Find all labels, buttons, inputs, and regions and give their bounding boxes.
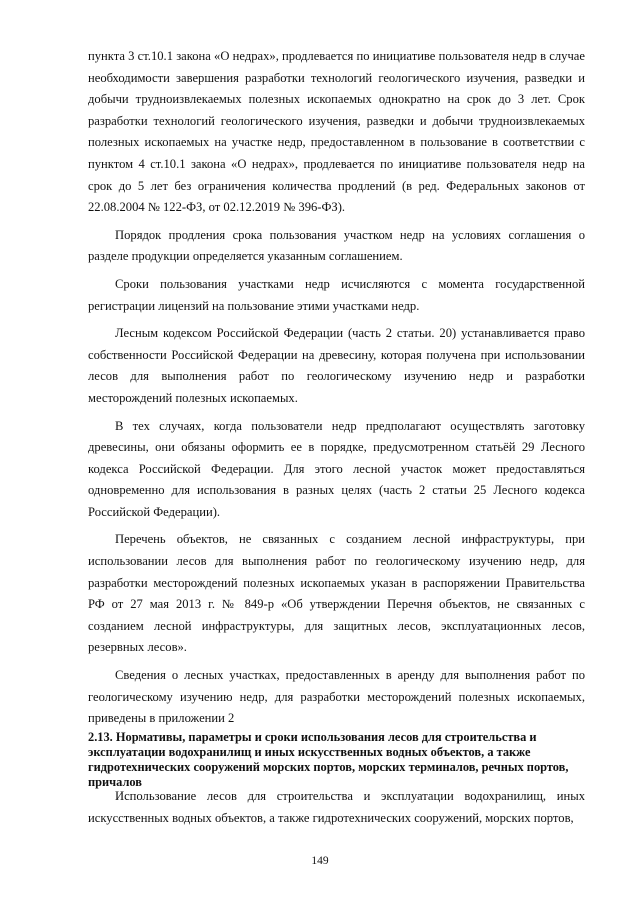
paragraph-1: пункта 3 ст.10.1 закона «О недрах», продлевается по инициативе пользователя недр в случае необходимости завершения разработки технологий геологического изучения, разведки и добычи трудноизвлекаемых полезных ископаемых однократно на срок до 3 лет. Срок разработки технологий геологического изучения, разведки и добычи трудноизвлекаемых полезных ископаемых на участке недр, предоставленном в пользование в соответствии с пунктом 4 ст.10.1 закона «О недрах», продлевается по инициативе пользователя недр на срок до 5 лет без ограничения количества продлений (в ред. Федеральных законов от 22.08.2004 № 122-ФЗ, от 02.12.2019 № 396-ФЗ).	[88, 49, 585, 215]
paragraph-after-heading: Использование лесов для строительства и эксплуатации водохранилищ, иных искусственных водных объектов, а также гидротехнических сооружений, морских портов,	[88, 789, 585, 825]
paragraph-3: Сроки пользования участками недр исчисляются с момента государственной регистрации лицензий на пользование этими участками недр.	[88, 276, 585, 313]
paragraph-7: Сведения о лесных участках, предоставленных в аренду для выполнения работ по геологическому изучению недр, для разработки месторождений полезных ископаемых, приведены в приложении 2	[88, 668, 585, 726]
paragraph-4: Лесным кодексом Российской Федерации (часть 2 статьи. 20) устанавливается право собственности Российской Федерации на древесину, которая получена при использовании лесов для выполнения работ по геологическому изучению недр и разработки месторождений полезных ископаемых.	[88, 326, 585, 405]
body-text	[88, 46, 585, 736]
page-number: 149	[311, 855, 329, 867]
paragraph-2: Порядок продления срока пользования участком недр на условиях соглашения о разделе продукции определяется указанным соглашением.	[88, 227, 585, 264]
section-heading: 2.13. Нормативы, параметры и сроки использования лесов для строительства и эксплуатации водохранилищ и иных искусственных водных объектов, а также гидротехнических сооружений морских портов, морских терминалов, речных портов, причалов	[88, 730, 569, 789]
paragraph-6: Перечень объектов, не связанных с созданием лесной инфраструктуры, при использовании лесов для выполнения работ по геологическому изучению недр, для разработки месторождений полезных ископаемых указан в распоряжении Правительства РФ от 27 мая 2013 г. № 849-р «Об утверждении Перечня объектов, не связанных с созданием лесной инфраструктуры, для защитных лесов, эксплуатационных лесов, резервных лесов».	[88, 532, 585, 655]
paragraph-5: В тех случаях, когда пользователи недр предполагают осуществлять заготовку древесины, они обязаны оформить ее в порядке, предусмотренном статьёй 29 Лесного кодекса Российской Федерации. Для этого лесной участок может предоставляться одновременно для использования в разных целях (часть 2 статьи 25 Лесного кодекса Российской Федерации).	[88, 418, 585, 519]
